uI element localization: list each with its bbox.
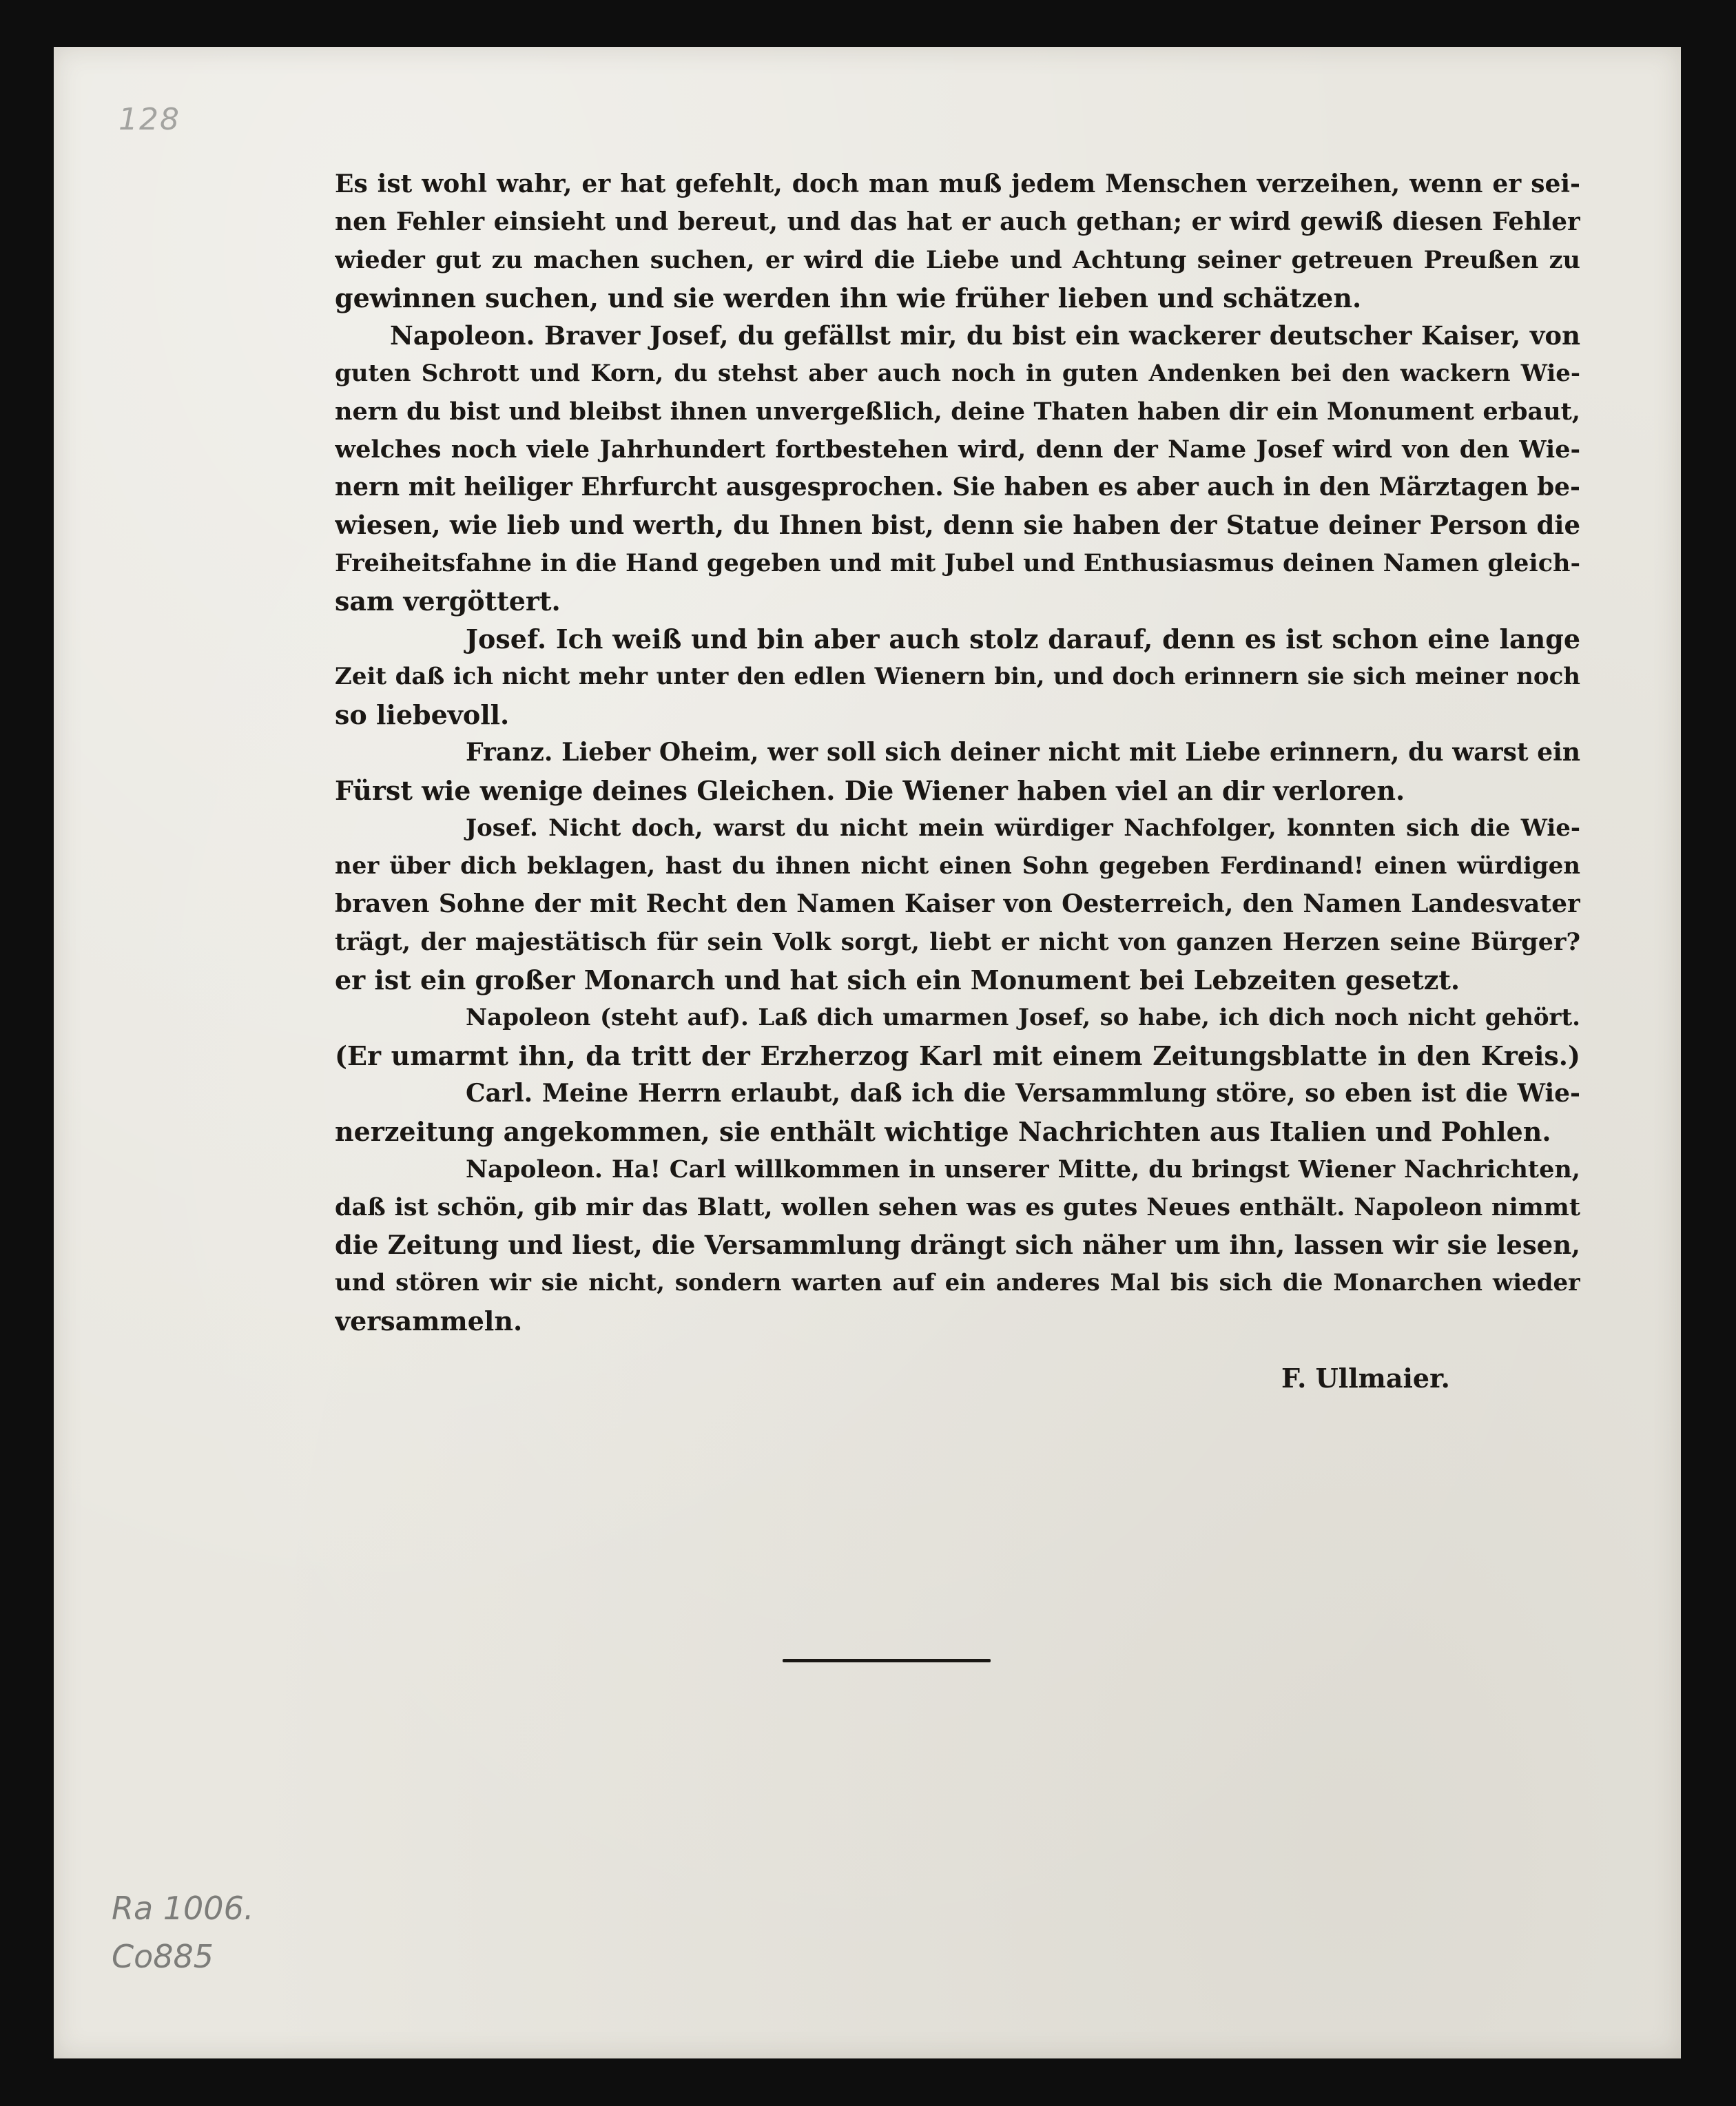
text-line: trägt, der majestätisch für sein Volk sorgt, liebt er nicht von ganzen Herzen seine Bürger? xyxy=(335,928,1580,956)
text-line: versammeln. xyxy=(335,1305,523,1336)
text-line: die Zeitung und liest, die Versammlung drängt sich näher um ihn, lassen wir sie lesen, xyxy=(335,1230,1580,1260)
text-line: Napoleon (steht auf). Laß dich umarmen Josef, so habe, ich dich noch nicht gehört. xyxy=(466,1004,1580,1031)
text-line: sam vergöttert. xyxy=(335,586,561,617)
text-line: welches noch viele Jahrhundert fortbestehen wird, denn der Name Josef wird von den Wie- xyxy=(335,435,1580,464)
text-line: Freiheitsfahne in die Hand gegeben und mit Jubel und Enthusiasmus deinen Namen gleich- xyxy=(335,549,1580,577)
folio-number: 128 xyxy=(118,102,180,137)
text-line: und stören wir sie nicht, sondern warten auf ein anderes Mal bis sich die Monarchen wieder xyxy=(335,1269,1580,1297)
text-line: nerzeitung angekommen, sie enthält wichtige Nachrichten aus Italien und Pohlen. xyxy=(335,1116,1551,1147)
author-signature: F. Ullmaier. xyxy=(1281,1363,1450,1394)
text-line: braven Sohne der mit Recht den Namen Kaiser von Oesterreich, den Namen Landesvater xyxy=(335,889,1580,918)
text-line: Napoleon. Ha! Carl willkommen in unserer Mitte, du bringst Wiener Nachrichten, xyxy=(466,1155,1580,1184)
text-line: Carl. Meine Herrn erlaubt, daß ich die Versammlung störe, so eben ist die Wie- xyxy=(466,1079,1580,1108)
shelfmark xyxy=(112,1884,254,1981)
text-line: Zeit daß ich nicht mehr unter den edlen Wienern bin, und doch erinnern sie sich meiner noch xyxy=(335,663,1580,690)
text-line: Josef. Nicht doch, warst du nicht mein würdiger Nachfolger, konnten sich die Wie- xyxy=(466,814,1580,842)
shelfmark-line: Co885 xyxy=(112,1938,214,1975)
text-line: wieder gut zu machen suchen, er wird die Liebe und Achtung seiner getreuen Preußen zu xyxy=(335,246,1580,274)
text-line: wiesen, wie lieb und werth, du Ihnen bist, denn sie haben der Statue deiner Person die xyxy=(335,510,1580,540)
closing-rule xyxy=(783,1659,991,1662)
text-line: daß ist schön, gib mir das Blatt, wollen sehen was es gutes Neues enthält. Napoleon nimmt xyxy=(335,1193,1580,1221)
text-line: (Er umarmt ihn, da tritt der Erzherzog Karl mit einem Zeitungsblatte in den Kreis.) xyxy=(335,1040,1580,1071)
document-body xyxy=(335,165,1580,1340)
text-line: gewinnen suchen, und sie werden ihn wie früher lieben und schätzen. xyxy=(335,282,1362,313)
text-line: guten Schrott und Korn, du stehst aber auch noch in guten Andenken bei den wackern Wie- xyxy=(335,360,1580,387)
text-line: Napoleon. Braver Josef, du gefällst mir, du bist ein wackerer deutscher Kaiser, von xyxy=(390,320,1580,351)
text-line: Franz. Lieber Oheim, wer soll sich deiner nicht mit Liebe erinnern, du warst ein xyxy=(466,738,1580,767)
text-line: Fürst wie wenige deines Gleichen. Die Wiener haben viel an dir verloren. xyxy=(335,775,1405,806)
text-line: nern mit heiliger Ehrfurcht ausgesprochen. Sie haben es aber auch in den Märztagen be- xyxy=(335,473,1580,502)
text-line: nern du bist und bleibst ihnen unvergeßlich, deine Thaten haben dir ein Monument erbaut, xyxy=(335,398,1580,426)
text-line: Josef. Ich weiß und bin aber auch stolz darauf, denn es ist schon eine lange xyxy=(466,623,1580,654)
text-line: Es ist wohl wahr, er hat gefehlt, doch man muß jedem Menschen verzeihen, wenn er sei- xyxy=(335,169,1580,198)
shelfmark-line: Ra 1006. xyxy=(112,1890,254,1927)
text-line: ner über dich beklagen, hast du ihnen nicht einen Sohn gegeben Ferdinand! einen würdigen xyxy=(335,852,1580,880)
text-line: so liebevoll. xyxy=(335,699,510,730)
text-line: nen Fehler einsieht und bereut, und das hat er auch gethan; er wird gewiß diesen Fehler xyxy=(335,207,1580,236)
text-line: er ist ein großer Monarch und hat sich ein Monument bei Lebzeiten gesetzt. xyxy=(335,964,1460,995)
